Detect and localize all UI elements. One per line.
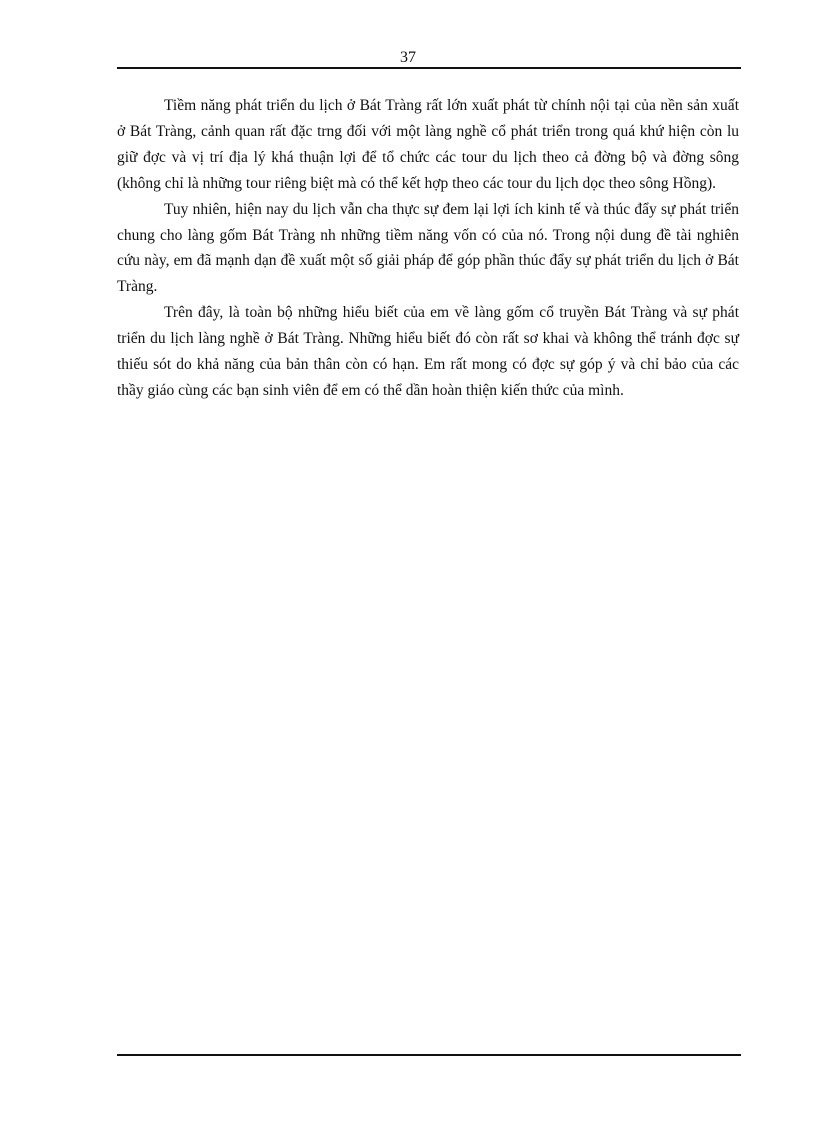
header-rule (117, 67, 741, 69)
document-body (117, 93, 739, 404)
paragraph-potential: Tiềm năng phát triển du lịch ở Bát Tràng rất lớn xuất phát từ chính nội tại của nền sản xuất ở Bát Tràng, cảnh quan rất đặc trng đối với một làng nghề cổ phát triển trong quá khứ hiện còn lu giữ đợc và vị trí địa lý khá thuận lợi để tổ chức các tour du lịch theo cả đờng bộ và đờng sông (không chỉ là những tour riêng biệt mà có thể kết hợp theo các tour du lịch dọc theo sông Hồng). (117, 97, 739, 192)
paragraph-current-state: Tuy nhiên, hiện nay du lịch vẫn cha thực sự đem lại lợi ích kinh tế và thúc đẩy sự phát triển chung cho làng gốm Bát Tràng nh những tiềm năng vốn có của nó. Trong nội dung đề tài nghiên cứu này, em đã mạnh dạn đề xuất một số giải pháp để góp phần thúc đẩy sự phát triển du lịch ở Bát Tràng. (117, 200, 739, 296)
footer-rule (117, 1054, 741, 1056)
paragraph-conclusion: Trên đây, là toàn bộ những hiểu biết của em về làng gốm cổ truyền Bát Tràng và sự phát triển du lịch làng nghề ở Bát Tràng. Những hiểu biết đó còn rất sơ khai và không thể tránh đợc sự thiếu sót do khả năng của bản thân còn có hạn. Em rất mong có đợc sự góp ý và chỉ bảo của các thầy giáo cùng các bạn sinh viên để em có thể dần hoàn thiện kiến thức của mình. (117, 304, 739, 399)
page-number: 37 (400, 49, 416, 66)
